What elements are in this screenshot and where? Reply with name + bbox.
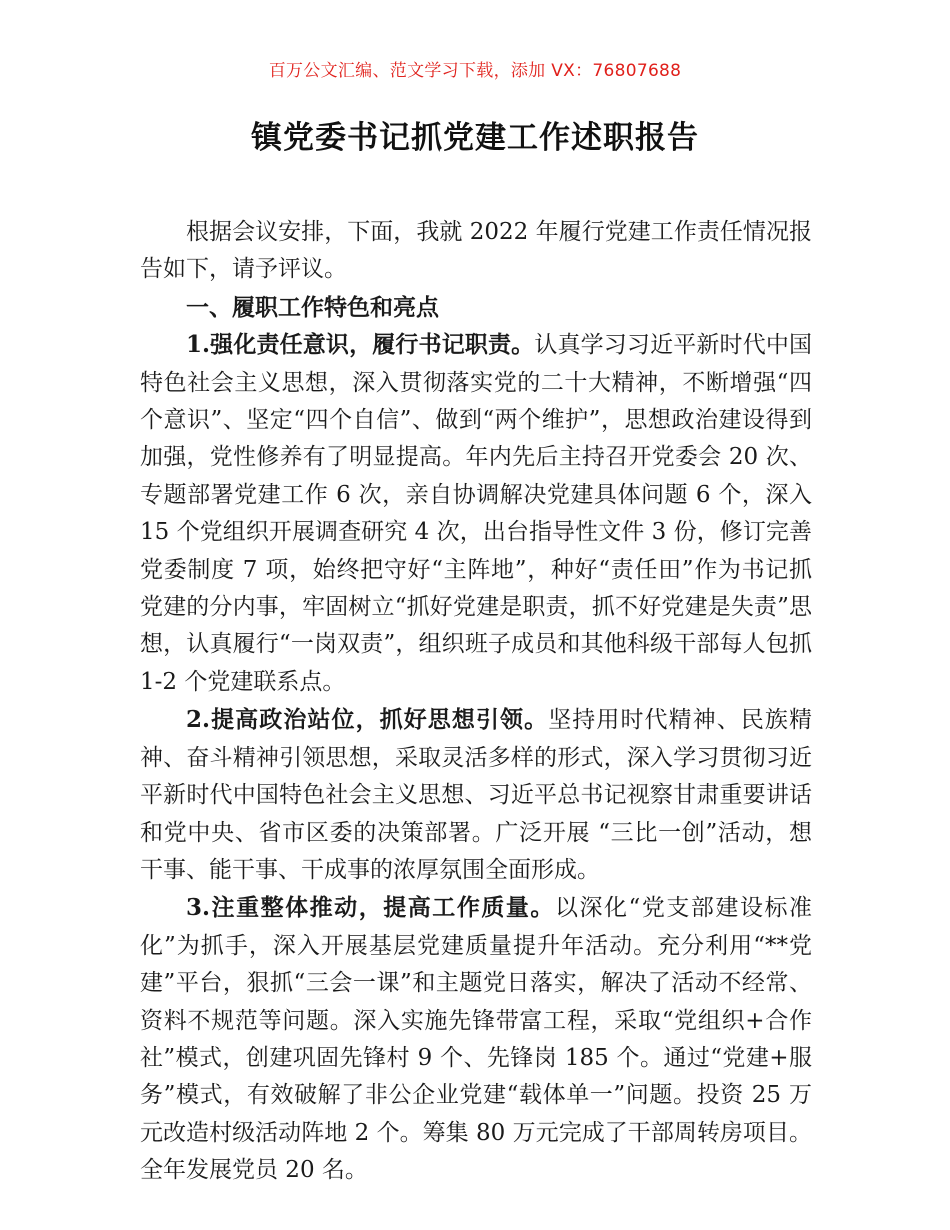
section-heading: 一、履职工作特色和亮点 <box>186 293 439 321</box>
paragraph-text: 以深化“党支部建设标准化”为抓手，深入开展基层党建质量提升年活动。充分利用“**党建”平台，狠抓“三会一课”和主题党日落实，解决了活动不经常、资料不规范等问题。深入实施先锋带富工程，采取“党组织+合作社”模式，创建巩固先锋村 9 个、先锋岗 185 个。通过“党建+服务”模式，有效破解了非公企业党建“载体单一”问题。投资 25 万元改造村级活动阵地 2 个。筹集 80 万元完成了干部周转房项目。全年发展党员 20 名。 <box>140 895 812 1184</box>
paragraph-lead: 2.提高政治站位，抓好思想引领。 <box>186 706 549 734</box>
document-title: 镇党委书记抓党建工作述职报告 <box>251 120 699 156</box>
header-watermark-note: 百万公文汇编、范文学习下载，添加 VX：76807688 <box>268 61 682 81</box>
document-body <box>140 214 812 1190</box>
paragraph-lead: 3.注重整体推动，提高工作质量。 <box>186 894 555 922</box>
intro-paragraph: 根据会议安排，下面，我就 2022 年履行党建工作责任情况报告如下，请予评议。 <box>140 219 812 283</box>
paragraph-lead: 1.强化责任意识，履行书记职责。 <box>186 331 535 359</box>
paragraph-item-3 <box>140 889 812 1189</box>
paragraph-text: 坚持用时代精神、民族精神、奋斗精神引领思想，采取灵活多样的形式，深入学习贯彻习近平新时代中国特色社会主义思想、习近平总书记视察甘肃重要讲话和党中央、省市区委的决策部署。广泛开展 “三比一创”活动，想干事、能干事、干成事的浓厚氛围全面形成。 <box>140 707 812 883</box>
paragraph-text: 认真学习习近平新时代中国特色社会主义思想，深入贯彻落实党的二十大精神，不断增强“四个意识”、坚定“四个自信”、做到“两个维护”，思想政治建设得到加强，党性修养有了明显提高。年内先后主持召开党委会 20 次、专题部署党建工作 6 次，亲自协调解决党建具体问题 6 个，深入 15 个党组织开展调查研究 4 次，出台指导性文件 3 份，修订完善党委制度 7 项，始终把守好“主阵地”，种好“责任田”作为书记抓党建的分内事，牢固树立“抓好党建是职责，抓不好党建是失责”思想，认真履行“一岗双责”，组织班子成员和其他科级干部每人包抓 1-2 个党建联系点。 <box>140 332 812 695</box>
paragraph-item-1 <box>140 326 812 701</box>
paragraph-item-2 <box>140 701 812 889</box>
